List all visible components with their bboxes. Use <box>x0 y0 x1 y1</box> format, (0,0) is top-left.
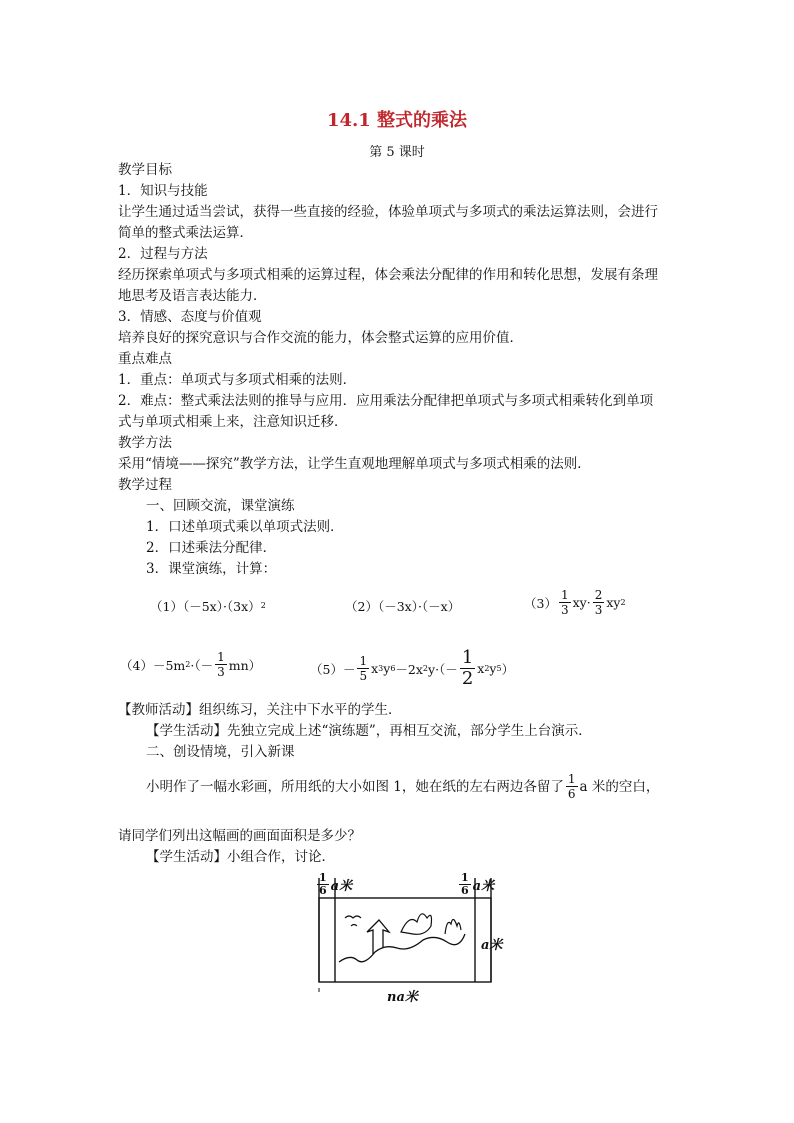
figure-watercolor-paper <box>305 870 505 1005</box>
lesson-number: 第 5 课时 <box>369 145 425 160</box>
left-margin-label: $\frac{1}{6}$ a米 <box>319 871 353 897</box>
fraction: $\frac{1}{6}$ <box>461 871 469 897</box>
objective-2-heading: 2．过程与方法 <box>118 246 208 262</box>
objective-1-text: 让学生通过适当尝试，获得一些直接的经验，体验单项式与多项式的乘法运算法则，会进行 <box>118 204 658 220</box>
process-step-1-3: 3．课堂演练，计算： <box>146 561 277 577</box>
student-activity: 【学生活动】先独立完成上述“演练题”，再相互交流，部分学生上台演示． <box>146 723 592 739</box>
width-label: na米 <box>387 990 418 1005</box>
process-step-2: 二、创设情境，引入新课 <box>146 744 295 760</box>
fraction: $\frac{1}{3}$ <box>217 650 225 679</box>
method-text: 采用“情境——探究”教学方法，让学生直观地理解单项式与多项式相乘的法则． <box>118 456 591 472</box>
height-label: a米 <box>481 938 503 953</box>
teacher-activity: 【教师活动】组织练习，关注中下水平的学生． <box>118 702 402 718</box>
right-margin-label: $\frac{1}{6}$ a米 <box>461 871 495 897</box>
exercise-1: （1）（－5x）·（3x） 2 <box>150 599 266 614</box>
objective-3-heading: 3．情感、态度与价值观 <box>118 309 262 325</box>
process-step-1-2: 2．口述乘法分配律． <box>146 540 277 556</box>
process-step-1: 一、回顾交流，课堂演练 <box>146 498 295 514</box>
objective-3-text: 培养良好的探究意识与合作交流的能力，体会整式运算的应用价值． <box>118 330 523 346</box>
keypoint-1: 1．重点：单项式与多项式相乘的法则． <box>118 372 357 388</box>
objective-1-text-cont: 简单的整式乘法运算． <box>118 225 253 241</box>
page-title: 14.1 整式的乘法 <box>326 110 468 131</box>
heading-process: 教学过程 <box>118 477 172 493</box>
fraction: $\frac{1}{2}$ <box>461 647 474 689</box>
fraction: $\frac{1}{6}$ <box>567 772 576 801</box>
story-text: 小明作了一幅水彩画，所用纸的大小如图 1，她在纸的左右两边各留了 $\frac{1}{6}$ a 米的空白， <box>146 772 660 801</box>
exercise-3: （3） $\frac{1}{3}$ xy· $\frac{2}{3}$ xy 2 <box>524 588 626 617</box>
fraction: $\frac{1}{3}$ <box>560 588 569 617</box>
question-text: 请同学们列出这幅画的画面面积是多少？ <box>118 828 361 844</box>
keypoint-2-cont: 式与单项式相乘上来，注意知识迁移． <box>118 414 348 430</box>
fraction: $\frac{1}{6}$ <box>319 871 327 897</box>
objective-1-heading: 1．知识与技能 <box>118 183 208 199</box>
objective-2-text-cont: 地思考及语言表达能力． <box>118 288 267 304</box>
objective-2-text: 经历探索单项式与多项式相乘的运算过程，体会乘法分配律的作用和转化思想，发展有条理 <box>118 267 658 283</box>
exercise-2: （2）（－3x）·（－x） <box>345 599 461 614</box>
heading-objectives: 教学目标 <box>118 162 172 178</box>
exercise-4: （4）－5m 2 ·（－ $\frac{1}{3}$ mn） <box>120 650 262 679</box>
heading-method: 教学方法 <box>118 435 172 451</box>
process-step-1-1: 1．口述单项式乘以单项式法则． <box>146 519 344 535</box>
keypoint-2: 2．难点：整式乘法法则的推导与应用．应用乘法分配律把单项式与多项式相乘转化到单项 <box>118 393 654 409</box>
fraction: $\frac{1}{5}$ <box>359 654 368 683</box>
exercise-5: （5）－ $\frac{1}{5}$ x 3 y 6 －2x 2 y·（－ $\frac{1}{2}$ x 2 y 5 ） <box>310 647 515 689</box>
student-activity-2: 【学生活动】小组合作，讨论． <box>146 849 335 865</box>
fraction: $\frac{2}{3}$ <box>594 588 603 617</box>
heading-keypoints: 重点难点 <box>118 351 172 367</box>
